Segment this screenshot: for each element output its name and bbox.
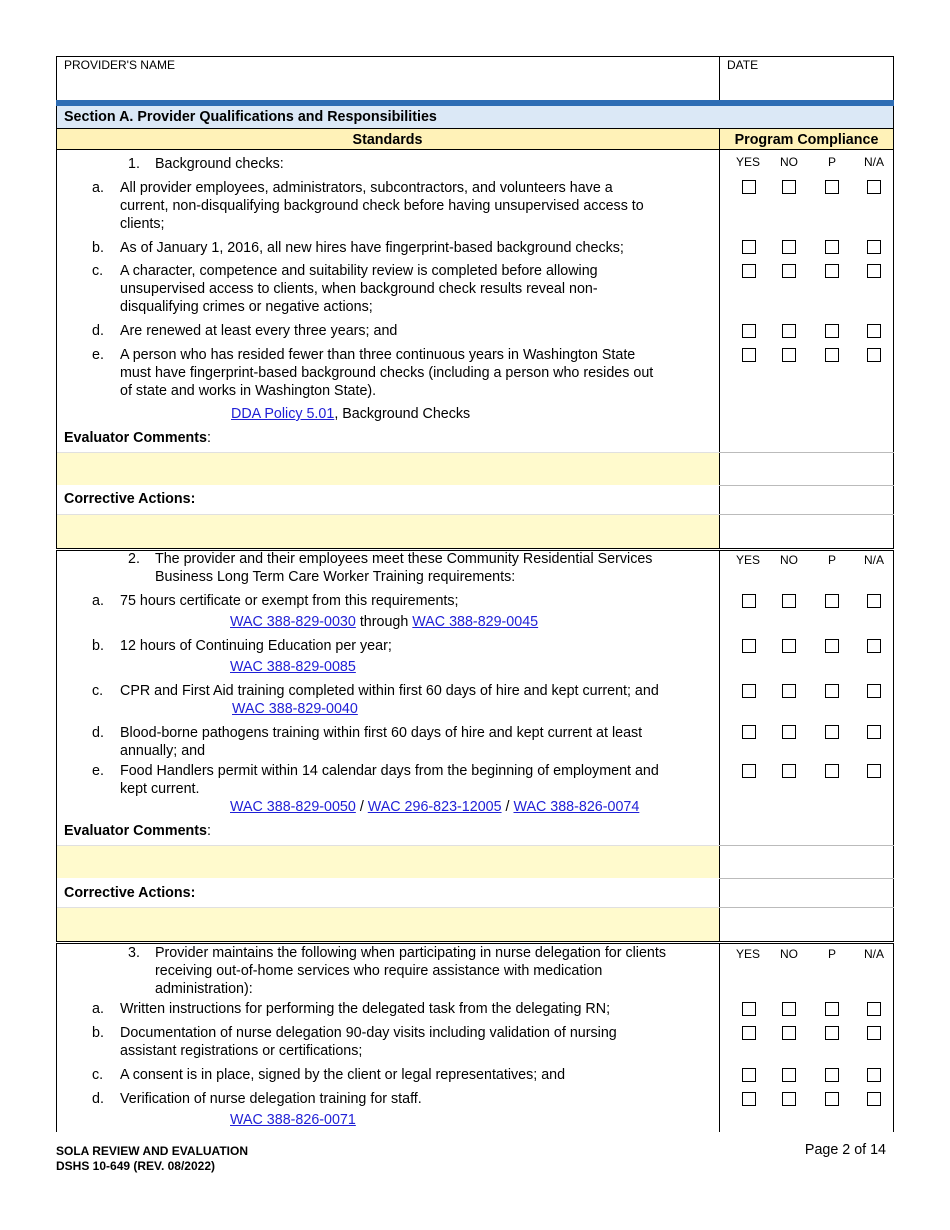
- footer-form-number: DSHS 10-649 (REV. 08/2022): [56, 1159, 215, 1173]
- item3d-refs: [230, 1111, 356, 1129]
- item3c-na-checkbox[interactable]: [867, 1068, 881, 1082]
- item2b-line: 12 hours of Continuing Education per year;: [120, 638, 392, 654]
- item2b-letter: b.: [92, 638, 104, 654]
- item3-title-line3: administration):: [155, 981, 253, 997]
- item1d-na-checkbox[interactable]: [867, 324, 881, 338]
- item2c-refs: [232, 700, 358, 718]
- item3d-yes-checkbox[interactable]: [742, 1092, 756, 1106]
- item3b-line1: Documentation of nurse delegation 90-day visits including validation of nursing: [120, 1025, 617, 1041]
- item2-evaluator-comments-text: Evaluator Comments: [64, 823, 208, 839]
- item2-corrective-actions-label: [64, 884, 195, 902]
- item2a-yes-checkbox[interactable]: [742, 594, 756, 608]
- item3c-yes-checkbox[interactable]: [742, 1068, 756, 1082]
- wac-296-823-12005-link[interactable]: WAC 296-823-12005: [367, 799, 502, 815]
- item1a-line1: All provider employees, administrators, subcontractors, and volunteers have a: [120, 180, 613, 196]
- item2d-letter: d.: [92, 725, 104, 741]
- item2e-yes-checkbox[interactable]: [742, 764, 756, 778]
- col-yes: YES: [735, 155, 760, 169]
- item1c-yes-checkbox[interactable]: [742, 264, 756, 278]
- program-compliance-header: Program Compliance: [734, 132, 879, 148]
- item1e-line3: of state and works in Washington State).: [120, 383, 377, 399]
- item3d-line: Verification of nurse delegation training for staff.: [120, 1091, 422, 1107]
- item1d-letter: d.: [92, 323, 104, 339]
- item1e-no-checkbox[interactable]: [782, 348, 796, 362]
- item2a-no-checkbox[interactable]: [782, 594, 796, 608]
- standards-header: Standards: [352, 132, 423, 148]
- item1b-no-checkbox[interactable]: [782, 240, 796, 254]
- item1a-yes-checkbox[interactable]: [742, 180, 756, 194]
- item2-evaluator-comments-label: [64, 822, 211, 840]
- wac-388-829-0040-link[interactable]: WAC 388-829-0040: [232, 701, 358, 717]
- item1b-yes-checkbox[interactable]: [742, 240, 756, 254]
- item2e-sep2: /: [501, 799, 514, 815]
- item2b-p-checkbox[interactable]: [825, 639, 839, 653]
- item1e-letter: e.: [92, 347, 104, 363]
- section-title: Section A. Provider Qualifications and Responsibilities: [64, 109, 437, 125]
- item3d-p-checkbox[interactable]: [825, 1092, 839, 1106]
- col-p-3: P: [827, 947, 836, 961]
- item2-title-line1: The provider and their employees meet these Community Residential Services: [155, 551, 653, 567]
- item2e-line2: kept current.: [120, 781, 200, 797]
- item1e-yes-checkbox[interactable]: [742, 348, 756, 362]
- item1a-no-checkbox[interactable]: [782, 180, 796, 194]
- item2e-no-checkbox[interactable]: [782, 764, 796, 778]
- item2b-refs: [230, 658, 356, 676]
- item2d-p-checkbox[interactable]: [825, 725, 839, 739]
- item1-evaluator-comments-text: Evaluator Comments: [64, 430, 208, 446]
- item2c-line: CPR and First Aid training completed within first 60 days of hire and kept current; and: [120, 683, 659, 699]
- item1e-line1: A person who has resided fewer than three continuous years in Washington State: [120, 347, 636, 363]
- wac-388-829-0045-link[interactable]: WAC 388-829-0045: [412, 614, 539, 630]
- item1a-line3: clients;: [120, 216, 165, 232]
- item3c-no-checkbox[interactable]: [782, 1068, 796, 1082]
- item3a-yes-checkbox[interactable]: [742, 1002, 756, 1016]
- item1a-line2: current, non-disqualifying background check before having unsupervised access to: [120, 198, 644, 214]
- item3c-line: A consent is in place, signed by the client or legal representatives; and: [120, 1067, 566, 1083]
- item3-title-line1: Provider maintains the following when participating in nurse delegation for clients: [155, 945, 667, 961]
- item1e-p-checkbox[interactable]: [825, 348, 839, 362]
- wac-388-829-0030-link[interactable]: WAC 388-829-0030: [230, 614, 356, 630]
- item2c-letter: c.: [92, 683, 104, 699]
- item3d-na-checkbox[interactable]: [867, 1092, 881, 1106]
- col-p: P: [827, 155, 836, 169]
- wac-388-829-0085-link[interactable]: WAC 388-829-0085: [230, 659, 356, 675]
- item3a-na-checkbox[interactable]: [867, 1002, 881, 1016]
- item2a-refs: [230, 613, 538, 631]
- item2a-letter: a.: [92, 593, 104, 609]
- col-no-2: NO: [780, 553, 798, 567]
- col-na: N/A: [863, 155, 884, 169]
- item3b-na-checkbox[interactable]: [867, 1026, 881, 1040]
- item1d-no-checkbox[interactable]: [782, 324, 796, 338]
- date-field[interactable]: [720, 60, 892, 100]
- item3b-p-checkbox[interactable]: [825, 1026, 839, 1040]
- item3b-line2: assistant registrations or certifications;: [120, 1043, 363, 1059]
- item2d-yes-checkbox[interactable]: [742, 725, 756, 739]
- item2c-p-checkbox[interactable]: [825, 684, 839, 698]
- item2c-no-checkbox[interactable]: [782, 684, 796, 698]
- item2-corrective-actions-field[interactable]: [57, 908, 719, 941]
- item1-evaluator-comments-label: [64, 429, 211, 447]
- item1d-p-checkbox[interactable]: [825, 324, 839, 338]
- item1-evaluator-colon: :: [207, 430, 211, 446]
- item2e-na-checkbox[interactable]: [867, 764, 881, 778]
- item1-corrective-actions-label: [64, 490, 195, 508]
- item3b-letter: b.: [92, 1025, 104, 1041]
- item1c-line2: unsupervised access to clients, when background check results reveal non-: [120, 281, 598, 297]
- item1c-letter: c.: [92, 263, 104, 279]
- item2-number: 2.: [128, 551, 140, 567]
- item3a-no-checkbox[interactable]: [782, 1002, 796, 1016]
- item1c-na-checkbox[interactable]: [867, 264, 881, 278]
- col-no-3: NO: [780, 947, 798, 961]
- item2e-p-checkbox[interactable]: [825, 764, 839, 778]
- item2e-letter: e.: [92, 763, 104, 779]
- item1c-no-checkbox[interactable]: [782, 264, 796, 278]
- item3a-p-checkbox[interactable]: [825, 1002, 839, 1016]
- item1-ref-text: , Background Checks: [334, 406, 471, 422]
- item1-title: Background checks:: [155, 156, 284, 172]
- item1a-letter: a.: [92, 180, 104, 196]
- item2-corrective-colon: :: [190, 885, 196, 901]
- item1a-p-checkbox[interactable]: [825, 180, 839, 194]
- item1-evaluator-comments-field[interactable]: [57, 453, 719, 485]
- col-p-2: P: [827, 553, 836, 567]
- item1c-p-checkbox[interactable]: [825, 264, 839, 278]
- item3c-p-checkbox[interactable]: [825, 1068, 839, 1082]
- item3c-letter: c.: [92, 1067, 104, 1083]
- item2b-yes-checkbox[interactable]: [742, 639, 756, 653]
- item2a-p-checkbox[interactable]: [825, 594, 839, 608]
- item1e-line2: must have fingerprint-based background checks (including a person who resides out: [120, 365, 654, 381]
- item1-corrective-colon: :: [190, 491, 196, 507]
- item1d-yes-checkbox[interactable]: [742, 324, 756, 338]
- item1-corrective-actions-field[interactable]: [57, 515, 719, 548]
- item2b-na-checkbox[interactable]: [867, 639, 881, 653]
- item3a-letter: a.: [92, 1001, 104, 1017]
- col-no: NO: [780, 155, 798, 169]
- item1b-p-checkbox[interactable]: [825, 240, 839, 254]
- item3b-yes-checkbox[interactable]: [742, 1026, 756, 1040]
- item2d-line2: annually; and: [120, 743, 206, 759]
- item2-evaluator-colon: :: [207, 823, 211, 839]
- item2c-yes-checkbox[interactable]: [742, 684, 756, 698]
- item1e-na-checkbox[interactable]: [867, 348, 881, 362]
- item1c-line1: A character, competence and suitability review is completed before allowing: [120, 263, 598, 279]
- item1-corrective-actions-text: Corrective Actions: [64, 491, 191, 507]
- item2e-sep1: /: [355, 799, 368, 815]
- date-label: DATE: [727, 58, 759, 72]
- item2a-na-checkbox[interactable]: [867, 594, 881, 608]
- item1c-line3: disqualifying crimes or negative actions;: [120, 299, 373, 315]
- item1-number: 1.: [128, 156, 140, 172]
- footer-form-title: SOLA REVIEW AND EVALUATION: [56, 1144, 248, 1158]
- col-na-3: N/A: [863, 947, 884, 961]
- item3a-line: Written instructions for performing the delegated task from the delegating RN;: [120, 1001, 611, 1017]
- item2d-no-checkbox[interactable]: [782, 725, 796, 739]
- dda-policy-link[interactable]: DDA Policy 5.01: [231, 406, 335, 422]
- provider-name-label: PROVIDER'S NAME: [64, 58, 175, 72]
- item1-reference: [231, 405, 470, 423]
- item3d-letter: d.: [92, 1091, 104, 1107]
- item2a-line: 75 hours certificate or exempt from this requirements;: [120, 593, 459, 609]
- provider-name-field[interactable]: [57, 60, 718, 100]
- item2b-no-checkbox[interactable]: [782, 639, 796, 653]
- item1b-na-checkbox[interactable]: [867, 240, 881, 254]
- item1d-line1: Are renewed at least every three years; and: [120, 323, 398, 339]
- item2-evaluator-comments-field[interactable]: [57, 846, 719, 878]
- item1a-na-checkbox[interactable]: [867, 180, 881, 194]
- item3b-no-checkbox[interactable]: [782, 1026, 796, 1040]
- item1b-line1: As of January 1, 2016, all new hires have fingerprint-based background checks;: [120, 240, 624, 256]
- item2e-refs: [230, 798, 639, 816]
- col-na-2: N/A: [863, 553, 884, 567]
- item2d-na-checkbox[interactable]: [867, 725, 881, 739]
- item2-corrective-actions-text: Corrective Actions: [64, 885, 191, 901]
- item2a-through: through: [355, 614, 413, 630]
- wac-388-829-0050-link[interactable]: WAC 388-829-0050: [230, 799, 356, 815]
- page-number: Page 2 of 14: [804, 1142, 886, 1158]
- wac-388-826-0074-link[interactable]: WAC 388-826-0074: [513, 799, 640, 815]
- item2-title-line2: Business Long Term Care Worker Training requirements:: [155, 569, 516, 585]
- col-yes-2: YES: [735, 553, 760, 567]
- item3-number: 3.: [128, 945, 140, 961]
- item3-title-line2: receiving out-of-home services who require assistance with medication: [155, 963, 603, 979]
- item2c-na-checkbox[interactable]: [867, 684, 881, 698]
- item2d-line1: Blood-borne pathogens training within first 60 days of hire and kept current at least: [120, 725, 643, 741]
- col-yes-3: YES: [735, 947, 760, 961]
- wac-388-826-0071-link[interactable]: WAC 388-826-0071: [230, 1112, 356, 1128]
- item1b-letter: b.: [92, 240, 104, 256]
- item2e-line1: Food Handlers permit within 14 calendar days from the beginning of employment and: [120, 763, 659, 779]
- item3d-no-checkbox[interactable]: [782, 1092, 796, 1106]
